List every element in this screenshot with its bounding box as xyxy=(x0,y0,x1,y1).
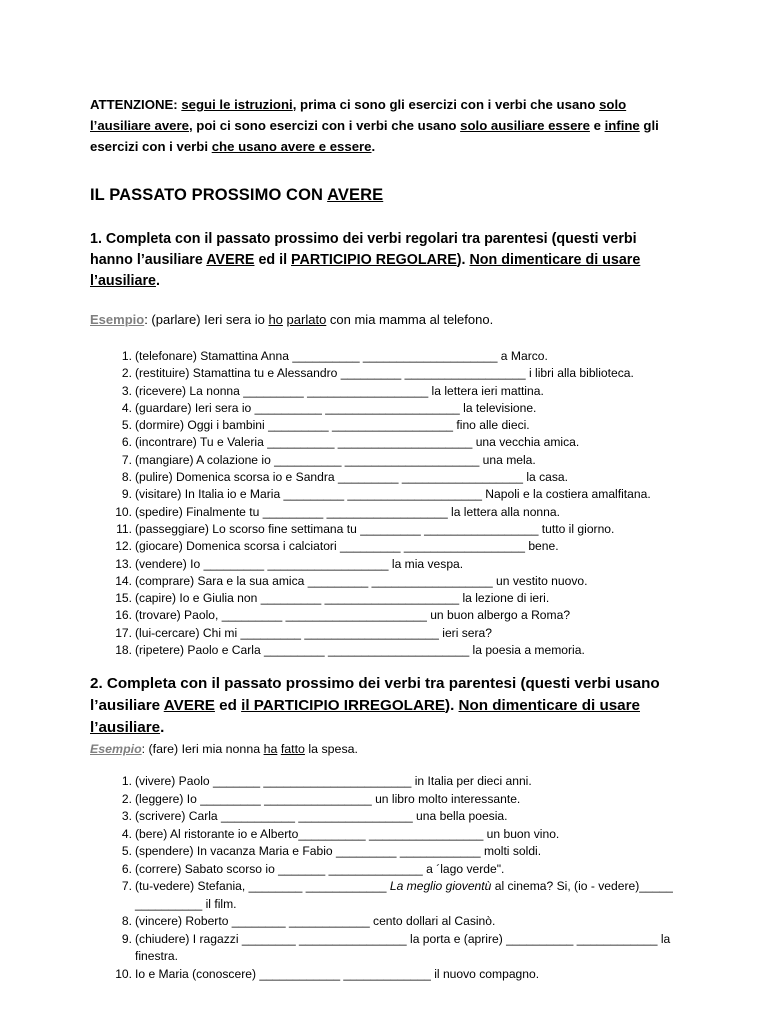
item-number: 8. xyxy=(121,914,132,929)
item-text: (mangiare) A colazione io __________ ____________________ una mela. xyxy=(135,452,536,467)
list-item xyxy=(90,417,680,434)
item-number: 12. xyxy=(115,539,132,554)
list-item xyxy=(90,434,680,451)
intro-text: segui le istruzioni xyxy=(181,97,293,112)
item-number: 6. xyxy=(121,435,132,450)
list-item xyxy=(90,791,680,809)
list-item xyxy=(90,607,680,624)
list-item xyxy=(90,861,680,879)
list-item xyxy=(90,590,680,607)
q2-text: AVERE xyxy=(163,697,215,715)
item-number: 10. xyxy=(115,504,132,519)
item-text: (spedire) Finalmente tu _________ __________________ la lettera alla nonna. xyxy=(135,504,560,519)
example-text: la spesa. xyxy=(304,742,358,757)
item-text: (comprare) Sara e la sua amica _________ __________________ un vestito nuovo. xyxy=(135,573,588,588)
list-item xyxy=(90,486,680,503)
q2-text: il PARTICIPIO IRREGOLARE xyxy=(241,697,446,715)
list-item xyxy=(90,469,680,486)
example-label: Esempio xyxy=(90,312,145,327)
intro-text: infine xyxy=(604,118,640,133)
intro-text: . xyxy=(371,139,376,154)
list-item xyxy=(90,400,680,417)
list-item xyxy=(90,538,680,555)
list-item xyxy=(90,365,680,382)
q1-text: PARTICIPIO REGOLARE xyxy=(291,252,457,268)
list-item xyxy=(90,556,680,573)
example-participle: fatto xyxy=(280,742,305,757)
item-text: (vincere) Roberto ________ ____________ cento dollari al Casinò. xyxy=(135,914,496,929)
example-text: : (parlare) Ieri sera io xyxy=(144,312,269,327)
list-item xyxy=(90,773,680,791)
list-item xyxy=(90,878,680,913)
example-aux: ha xyxy=(263,742,278,757)
item-number: 3. xyxy=(121,383,132,398)
intro-text: ATTENZIONE: xyxy=(90,97,182,112)
item-text: (pulire) Domenica scorsa io e Sandra _________ __________________ la casa. xyxy=(135,470,568,485)
list-item xyxy=(90,573,680,590)
exercise-2-example xyxy=(90,740,680,758)
item-number: 9. xyxy=(121,487,132,502)
item-text: Io e Maria (conoscere) ____________ _____________ il nuovo compagno. xyxy=(135,966,540,981)
exercise-1-example xyxy=(90,311,680,329)
exercise-2-list xyxy=(90,773,680,983)
item-text: (lui-cercare) Chi mi _________ ____________________ ieri sera? xyxy=(135,625,493,640)
item-text: (passeggiare) Lo scorso fine settimana tu _________ _________________ tutto il giorno. xyxy=(135,521,615,536)
item-number: 6. xyxy=(121,861,132,876)
q1-text: 1. Completa con il passato prossimo dei verbi regolari tra parentesi (questi verbi hanno l’ausiliare xyxy=(90,231,637,268)
q1-text: ed il xyxy=(254,252,292,268)
intro-text: che usano avere e essere xyxy=(211,139,372,154)
list-item xyxy=(90,625,680,642)
item-text: (guardare) Ieri sera io __________ ____________________ la televisione. xyxy=(135,400,537,415)
q2-text: ). xyxy=(445,697,459,715)
item-text: (capire) Io e Giulia non _________ ____________________ la lezione di ieri. xyxy=(135,591,550,606)
item-text: (leggere) Io _________ ________________ un libro molto interessante. xyxy=(135,791,521,806)
item-text: (telefonare) Stamattina Anna __________ ____________________ a Marco. xyxy=(135,349,548,363)
list-item xyxy=(90,966,680,984)
item-text: (restituire) Stamattina tu e Alessandro _________ __________________ i libri alla biblioteca. xyxy=(135,366,634,381)
example-participle: parlato xyxy=(286,312,327,327)
intro-text: solo ausiliare essere xyxy=(460,118,590,133)
example-aux: ho xyxy=(268,312,283,327)
list-item xyxy=(90,913,680,931)
item-number: 5. xyxy=(121,418,132,433)
item-text: (dormire) Oggi i bambini _________ __________________ fino alle dieci. xyxy=(135,418,530,433)
item-text: (visitare) In Italia io e Maria _________ ____________________ Napoli e la costiera amalfitana. xyxy=(135,487,651,502)
list-item xyxy=(90,383,680,400)
section-heading xyxy=(90,186,680,205)
q1-text: AVERE xyxy=(206,252,255,268)
item-number: 1. xyxy=(121,349,132,363)
item-text: (spendere) In vacanza Maria e Fabio _________ ____________ molti soldi. xyxy=(135,844,542,859)
list-item xyxy=(90,826,680,844)
item-text: (trovare) Paolo, _________ _____________________ un buon albergo a Roma? xyxy=(135,608,571,623)
item-text: al cinema? Si, (io - vedere)_____ __________ il film. xyxy=(135,879,673,911)
q2-text: 2. Completa con il passato prossimo dei verbi tra parentesi (questi verbi usano l’ausiliare xyxy=(90,675,660,715)
item-number: 10. xyxy=(115,966,132,981)
example-text: : (fare) Ieri mia nonna xyxy=(141,742,264,757)
item-number: 16. xyxy=(115,608,132,623)
item-text: (ricevere) La nonna _________ __________________ la lettera ieri mattina. xyxy=(135,383,544,398)
list-item xyxy=(90,843,680,861)
list-item xyxy=(90,452,680,469)
item-number: 7. xyxy=(121,879,132,894)
q1-text: ). xyxy=(456,252,470,268)
item-number: 7. xyxy=(121,452,132,467)
item-number: 18. xyxy=(115,643,132,658)
intro-text: solo l’ausiliare avere xyxy=(90,97,627,133)
list-item xyxy=(90,808,680,826)
item-number: 9. xyxy=(121,931,132,946)
example-text: con mia mamma al telefono. xyxy=(326,312,494,327)
item-number: 1. xyxy=(121,774,132,789)
item-number: 14. xyxy=(115,573,132,588)
item-text: (bere) Al ristorante io e Alberto__________ _________________ un buon vino. xyxy=(135,826,560,841)
item-number: 2. xyxy=(121,791,132,806)
q2-text: . xyxy=(160,719,165,737)
intro-paragraph xyxy=(90,94,680,157)
item-number: 4. xyxy=(121,400,132,415)
film-title: La meglio gioventù xyxy=(389,879,492,894)
intro-text: , prima ci sono gli esercizi con i verbi che usano xyxy=(292,97,600,112)
example-label: Esempio xyxy=(90,742,142,757)
item-number: 5. xyxy=(121,844,132,859)
list-item xyxy=(90,931,680,966)
list-item xyxy=(90,348,680,365)
item-text: (giocare) Domenica scorsa i calciatori _________ __________________ bene. xyxy=(135,539,559,554)
q1-text: Non dimenticare di usare l’ausiliare xyxy=(90,252,641,289)
item-number: 2. xyxy=(121,366,132,381)
exercise-2-instructions xyxy=(90,673,680,739)
item-number: 13. xyxy=(115,556,132,571)
item-text: (vendere) Io _________ __________________ la mia vespa. xyxy=(135,556,464,571)
item-number: 11. xyxy=(116,521,132,536)
intro-text: gli esercizi con i verbi xyxy=(90,118,659,154)
item-number: 17. xyxy=(115,625,132,640)
intro-text: , poi ci sono esercizi con i verbi che usano xyxy=(188,118,461,133)
item-text: (correre) Sabato scorso io _______ ______________ a ´lago verde". xyxy=(135,861,505,876)
item-text: (incontrare) Tu e Valeria __________ ____________________ una vecchia amica. xyxy=(135,435,580,450)
list-item xyxy=(90,504,680,521)
exercise-1-instructions xyxy=(90,229,680,292)
list-item xyxy=(90,521,680,538)
list-item xyxy=(90,642,680,659)
intro-text: e xyxy=(589,118,605,133)
item-text: (tu-vedere) Stefania, ________ ____________ xyxy=(135,879,390,894)
heading-text: IL PASSATO PROSSIMO CON xyxy=(90,186,328,204)
item-number: 3. xyxy=(121,809,132,824)
item-text: (scrivere) Carla ___________ _________________ una bella poesia. xyxy=(135,809,508,824)
item-number: 15. xyxy=(115,591,132,606)
q2-text: Non dimenticare di usare l’ausiliare xyxy=(90,697,640,737)
item-number: 4. xyxy=(121,826,132,841)
item-text: (vivere) Paolo _______ ______________________ in Italia per dieci anni. xyxy=(135,774,532,789)
item-text: (ripetere) Paolo e Carla _________ _____________________ la poesia a memoria. xyxy=(135,643,585,658)
heading-text: AVERE xyxy=(327,186,384,204)
exercise-1-list xyxy=(90,348,680,659)
q2-text: ed xyxy=(214,697,242,715)
item-number: 8. xyxy=(121,470,132,485)
item-text: (chiudere) I ragazzi ________ ________________ la porta e (aprire) __________ ____________ la finestra. xyxy=(135,931,671,964)
q1-text: . xyxy=(155,273,160,289)
